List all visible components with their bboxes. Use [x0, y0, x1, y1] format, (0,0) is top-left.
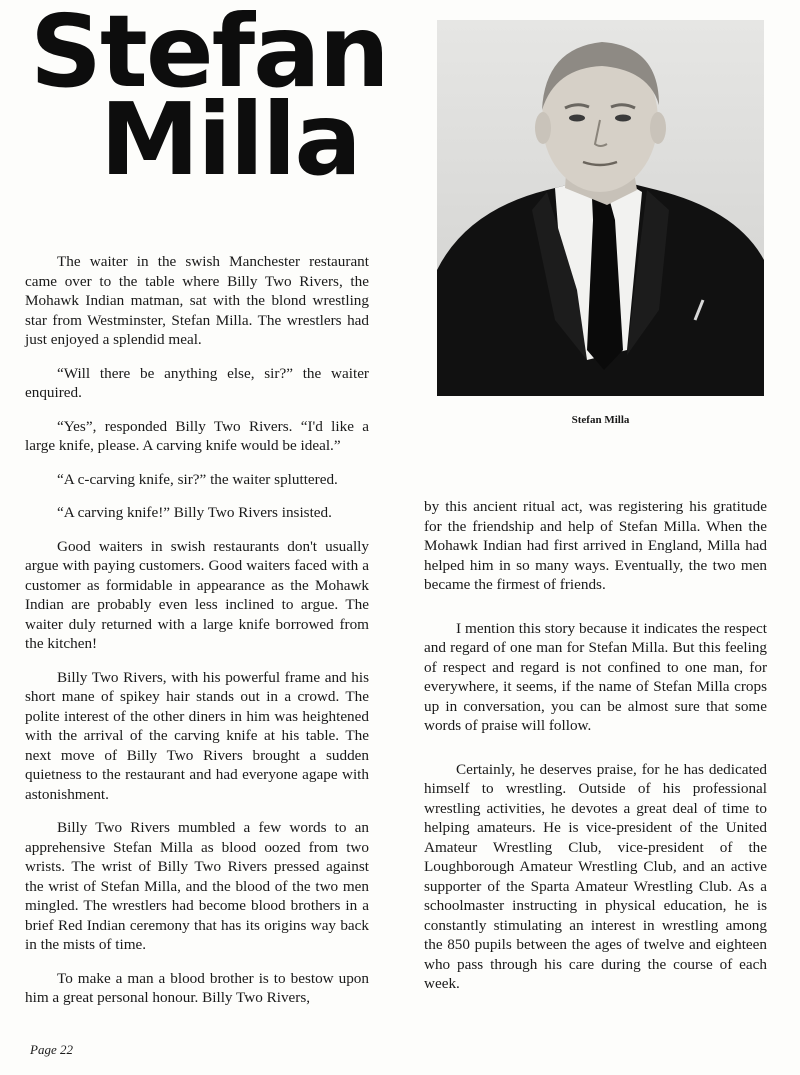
page-number: Page 22	[30, 1042, 73, 1057]
paragraph: Good waiters in swish restaurants don't usually argue with paying customers. Good waiters faced with a customer as formidable in appearance as the Mohawk Indian are probably even less inclined to argue. The waiter duly returned with a large knife borrowed from the kitchen!	[25, 537, 369, 652]
paragraph: Billy Two Rivers, with his powerful frame and his short mane of spikey hair stands out in a crowd. The polite interest of the other diners in him was heightened with the arrival of the carving knife at his table. The next move of Billy Two Rivers brought a sudden quietness to the restaurant and had everyone agape with astonishment.	[25, 668, 369, 803]
paragraph: To make a man a blood brother is to bestow upon him a great personal honour. Billy Two Rivers,	[25, 969, 369, 1006]
title-line-2: Milla	[100, 81, 360, 198]
photo-caption: Stefan Milla	[571, 414, 630, 426]
paragraph: “A c-carving knife, sir?” the waiter spluttered.	[57, 470, 338, 488]
portrait-photo	[437, 20, 764, 396]
paragraph: by this ancient ritual act, was registering his gratitude for the friendship and help of Stefan Milla. When the Mohawk Indian had first arrived in England, Milla had helped him in so many ways. Eventually, the two men became the firmest of friends.	[424, 498, 767, 593]
article-title	[30, 0, 410, 198]
paragraph: I mention this story because it indicates the respect and regard of one man for Stefan Milla. But this feeling of respect and regard is not confined to one man, for everywhere, it seems, if the name of Stefan Milla crops up in conversation, you can be almost sure that some words of praise will follow.	[424, 619, 767, 734]
right-column	[424, 497, 767, 1014]
paragraph: Billy Two Rivers mumbled a few words to an apprehensive Stefan Milla as blood oozed from two wrists. The wrist of Billy Two Rivers pressed against the wrist of Stefan Milla, and the blood of the two men mingled. The wrestlers had become blood brothers in a brief Red Indian ceremony that has its origins way back in the mists of time.	[25, 819, 369, 953]
paragraph: Certainly, he deserves praise, for he has dedicated himself to wrestling. Outside of his professional wrestling activities, he devotes a great deal of time to helping amateurs. He is vice-president of the United Amateur Wrestling Club, vice-president of the Loughborough Amateur Wrestling Club, and an active supporter of the Sparta Amateur Wrestling Club. As a schoolmaster instructing in physical education, he is constantly stimulating an interest in wrestling among the 850 pupils between the ages of twelve and eighteen who pass through his care during the course of each week.	[424, 760, 767, 992]
paragraph: The waiter in the swish Manchester restaurant came over to the table where Billy Two Rivers, the Mohawk Indian matman, sat with the blond wrestling star from Westminster, Stefan Milla. The wrestlers had just enjoyed a splendid meal.	[25, 253, 369, 348]
paragraph: “A carving knife!” Billy Two Rivers insisted.	[57, 504, 332, 521]
title-line-1: Stefan	[30, 0, 388, 110]
paragraph: “Yes”, responded Billy Two Rivers. “I'd like a large knife, please. A carving knife would be ideal.”	[25, 417, 369, 454]
portrait-illustration	[437, 20, 764, 396]
left-column	[25, 252, 369, 1022]
paragraph: “Will there be anything else, sir?” the waiter enquired.	[25, 364, 369, 401]
